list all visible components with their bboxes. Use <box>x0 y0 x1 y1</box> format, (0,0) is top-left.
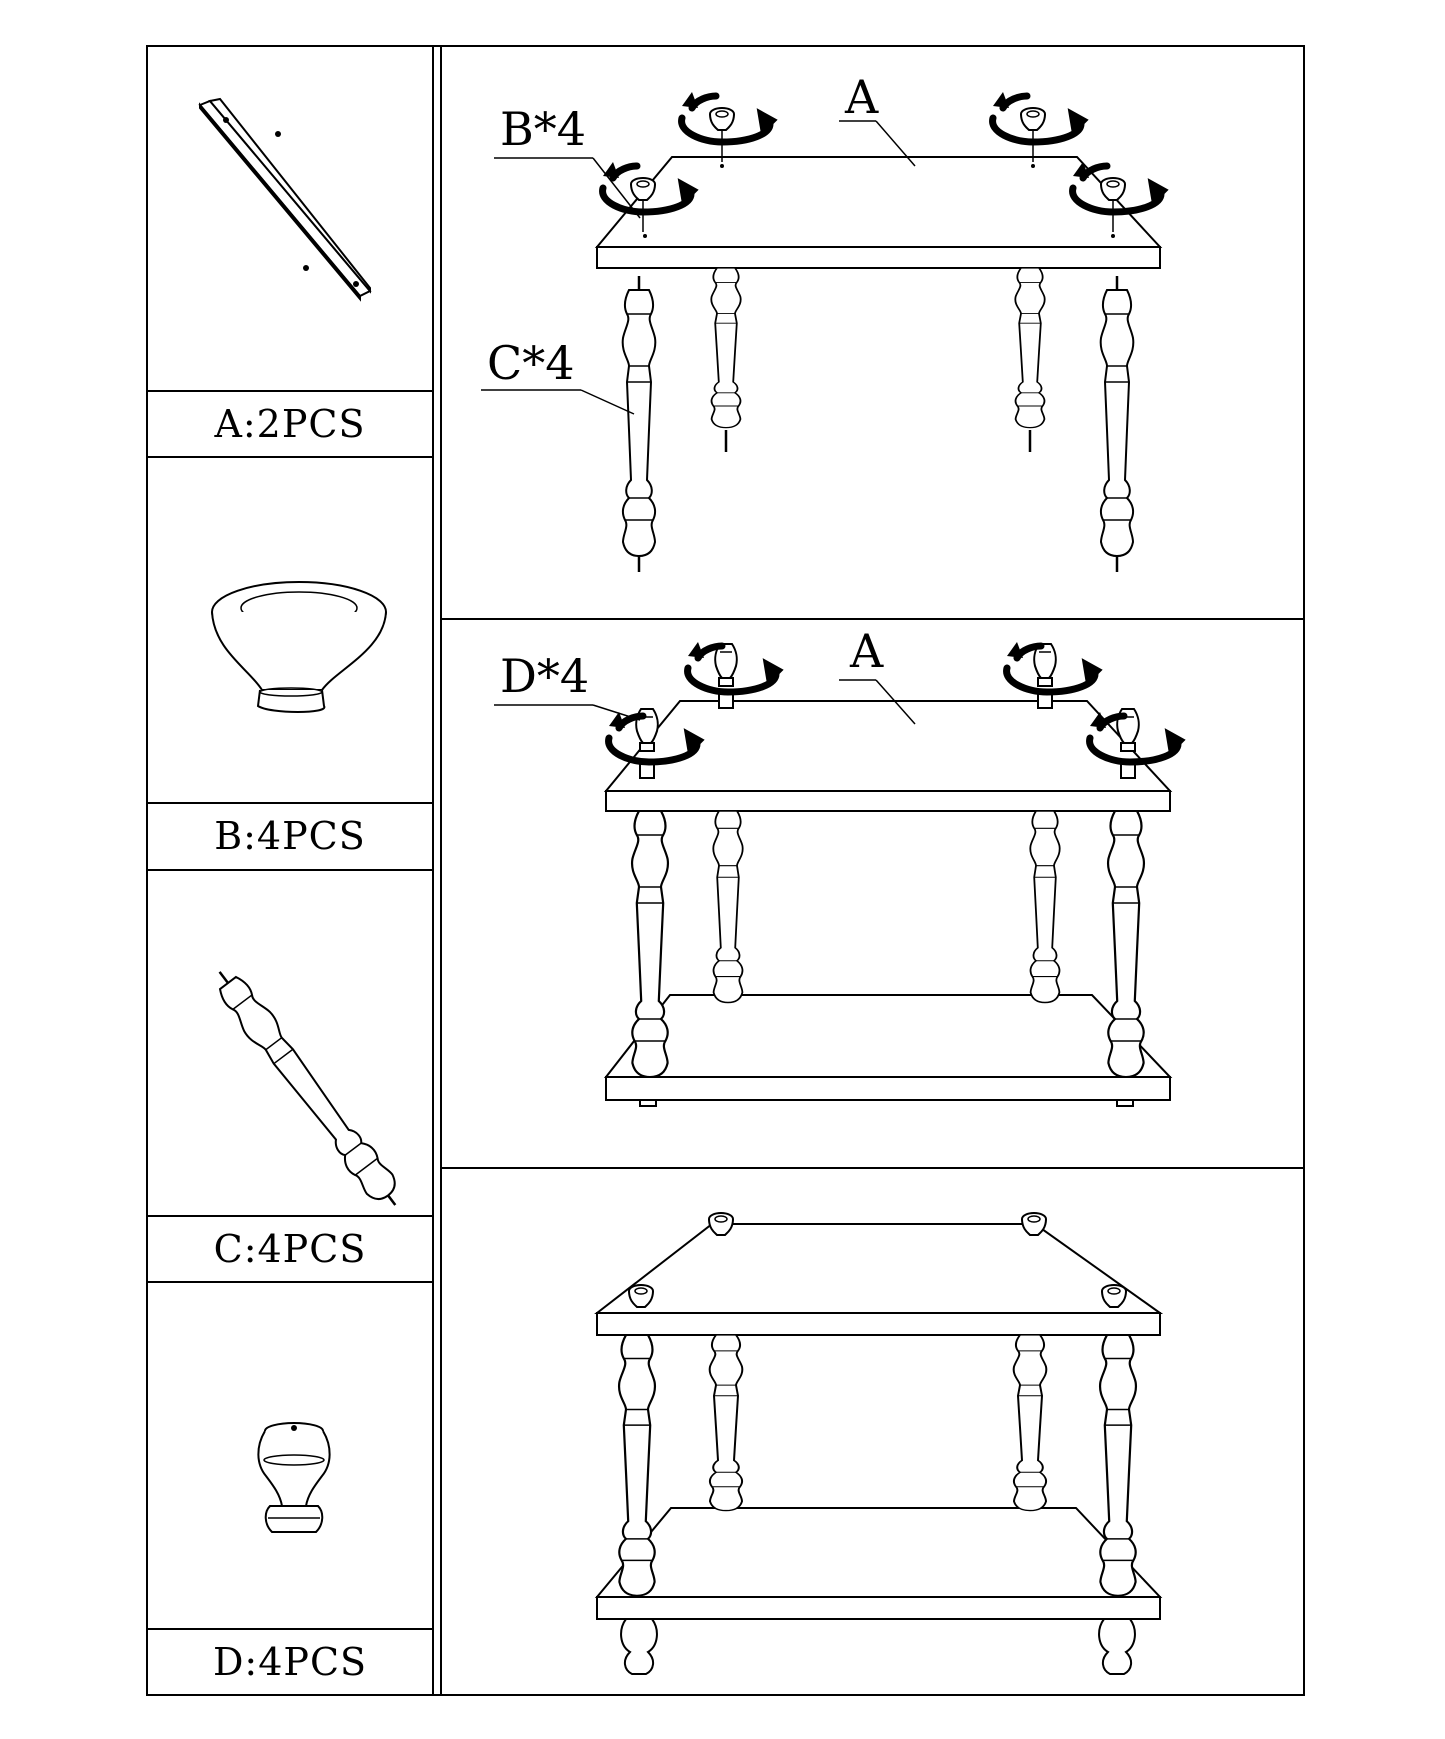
step-2-d-callout: D*4 <box>500 649 590 703</box>
bun-foot-icon <box>258 1423 329 1532</box>
part-a-label: A:2PCS <box>214 402 366 446</box>
part-d-label: D:4PCS <box>212 1640 368 1684</box>
step-2-a-callout: A <box>850 624 884 678</box>
part-b-label: B:4PCS <box>214 814 366 858</box>
step-1-b-callout: B*4 <box>500 102 587 156</box>
knob-icon <box>212 582 386 712</box>
step-1-drawing <box>481 92 1167 572</box>
step-3-drawing <box>597 1213 1160 1674</box>
board-panel-icon <box>200 99 370 299</box>
step-1-c-callout: C*4 <box>487 336 575 390</box>
step-2-drawing <box>494 642 1184 1106</box>
step-1-a-callout: A <box>845 70 879 124</box>
part-c-label: C:4PCS <box>213 1227 367 1271</box>
turned-leg-icon <box>207 962 409 1215</box>
